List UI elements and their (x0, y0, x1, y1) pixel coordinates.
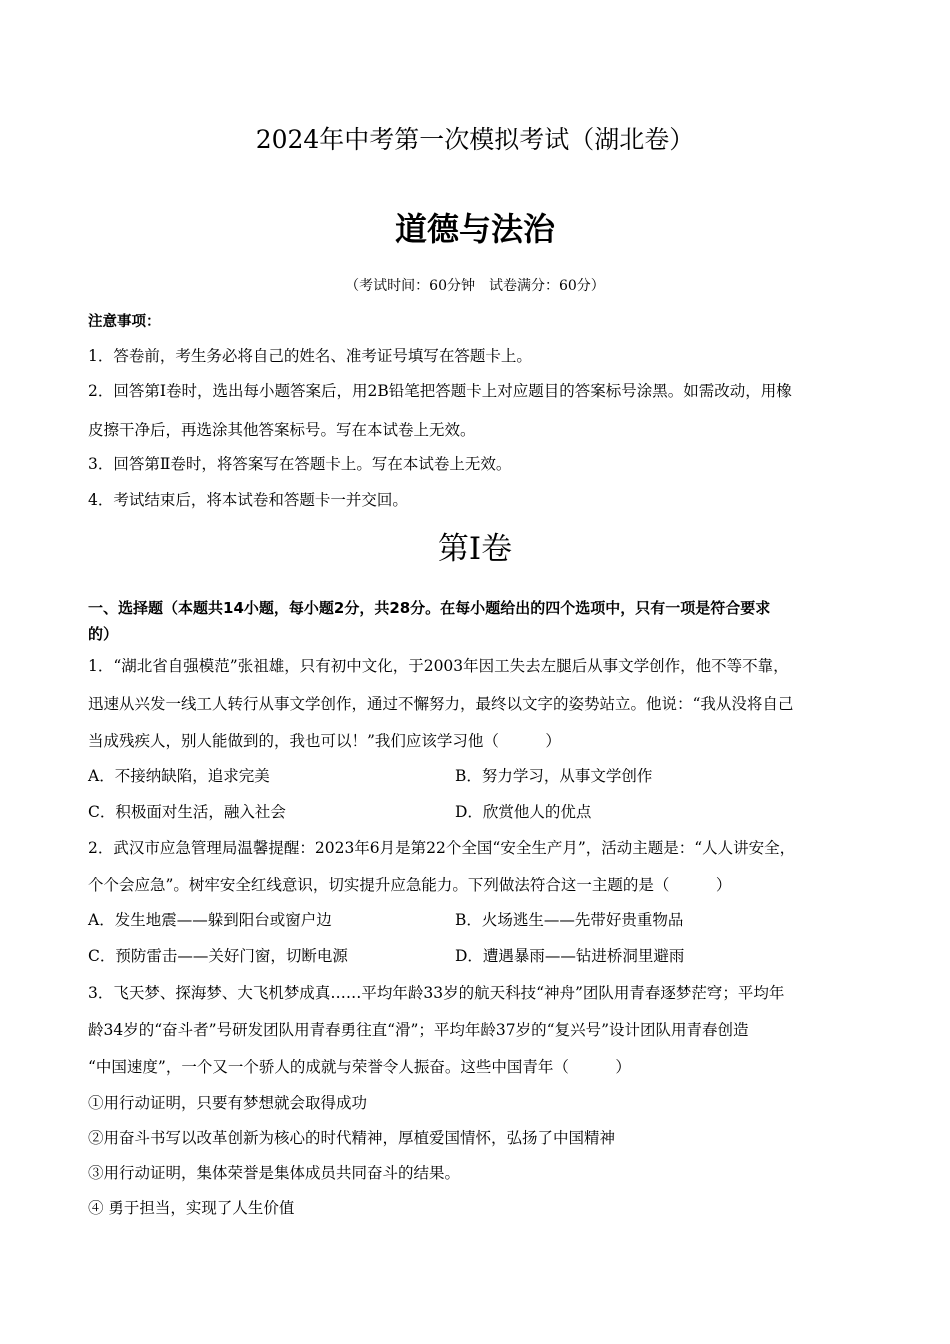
note-item-4: 4．考试结束后，将本试卷和答题卡一并交回。 (88, 491, 408, 509)
note-item-2: 2．回答第Ⅰ卷时，选出每小题答案后，用2B铅笔把答题卡上对应题目的答案标号涂黑。如需改动，用橡 (88, 382, 792, 400)
question-3-stem-line-2: 龄34岁的“奋斗者”号研发团队用青春勇往直“滑”；平均年龄37岁的“复兴号”设计团队用青春创造 (88, 1021, 749, 1039)
subject-title: 道德与法治 (394, 210, 555, 248)
question-2-option-b: B．火场逃生——先带好贵重物品 (455, 911, 684, 929)
question-1-stem-line-1: 1．“湖北省自强模范”张祖雄，只有初中文化，于2003年因工失去左腿后从事文学创作，他不等不靠， (88, 657, 789, 675)
question-2-stem-line-1: 2．武汉市应急管理局温馨提醒：2023年6月是第22个全国“安全生产月”，活动主题是：“人人讲安全， (88, 839, 796, 857)
question-3-stem-line-3: “中国速度”，一个又一个骄人的成就与荣誉令人振奋。这些中国青年（ ） (88, 1058, 631, 1076)
question-2-option-d: D．遭遇暴雨——钻进桥洞里避雨 (455, 947, 685, 965)
section-instruction-cont: 的） (88, 625, 119, 643)
question-3-stem-line-1: 3．飞天梦、探海梦、大飞机梦成真……平均年龄33岁的航天科技“神舟”团队用青春逐梦茫穹；平均年 (88, 984, 785, 1002)
question-3-statement-2: ②用奋斗书写以改革创新为核心的时代精神，厚植爱国情怀，弘扬了中国精神 (88, 1129, 616, 1147)
question-3-statement-3: ③用行动证明，集体荣誉是集体成员共同奋斗的结果。 (88, 1164, 461, 1182)
question-3-statement-1: ①用行动证明，只要有梦想就会取得成功 (88, 1094, 368, 1112)
section-heading: 第Ⅰ卷 (437, 531, 513, 567)
exam-info: （考试时间：60分钟 试卷满分：60分） (345, 278, 605, 294)
question-1-stem-line-3: 当成残疾人，别人能做到的，我也可以！”我们应该学习他（ ） (88, 732, 561, 750)
question-1-stem-line-2: 迅速从兴发一线工人转行从事文学创作，通过不懈努力，最终以文字的姿势站立。他说：“我从没将自己 (88, 695, 794, 713)
question-2-stem-line-2: 个个会应急”。树牢安全红线意识，切实提升应急能力。下列做法符合这一主题的是（ ） (88, 876, 732, 894)
question-1-option-c: C．积极面对生活，融入社会 (88, 803, 286, 821)
note-item-2-cont: 皮擦干净后，再选涂其他答案标号。写在本试卷上无效。 (88, 421, 476, 439)
question-2-option-c: C．预防雷击——关好门窗，切断电源 (88, 947, 348, 965)
note-item-1: 1．答卷前，考生务必将自己的姓名、准考证号填写在答题卡上。 (88, 347, 532, 365)
question-1-option-b: B．努力学习，从事文学创作 (455, 767, 653, 785)
exam-title: 2024年中考第一次模拟考试（湖北卷） (255, 125, 695, 154)
question-1-option-a: A．不接纳缺陷，追求完美 (88, 767, 270, 785)
question-2-option-a: A．发生地震——躲到阳台或窗户边 (88, 911, 332, 929)
question-1-option-d: D．欣赏他人的优点 (455, 803, 592, 821)
note-item-3: 3．回答第Ⅱ卷时，将答案写在答题卡上。写在本试卷上无效。 (88, 455, 512, 473)
question-3-statement-4: ④ 勇于担当，实现了人生价值 (88, 1199, 295, 1217)
notes-heading: 注意事项： (88, 314, 161, 330)
section-instruction: 一、选择题（本题共14小题，每小题2分，共28分。在每小题给出的四个选项中，只有一项是符合要求 (88, 599, 771, 617)
